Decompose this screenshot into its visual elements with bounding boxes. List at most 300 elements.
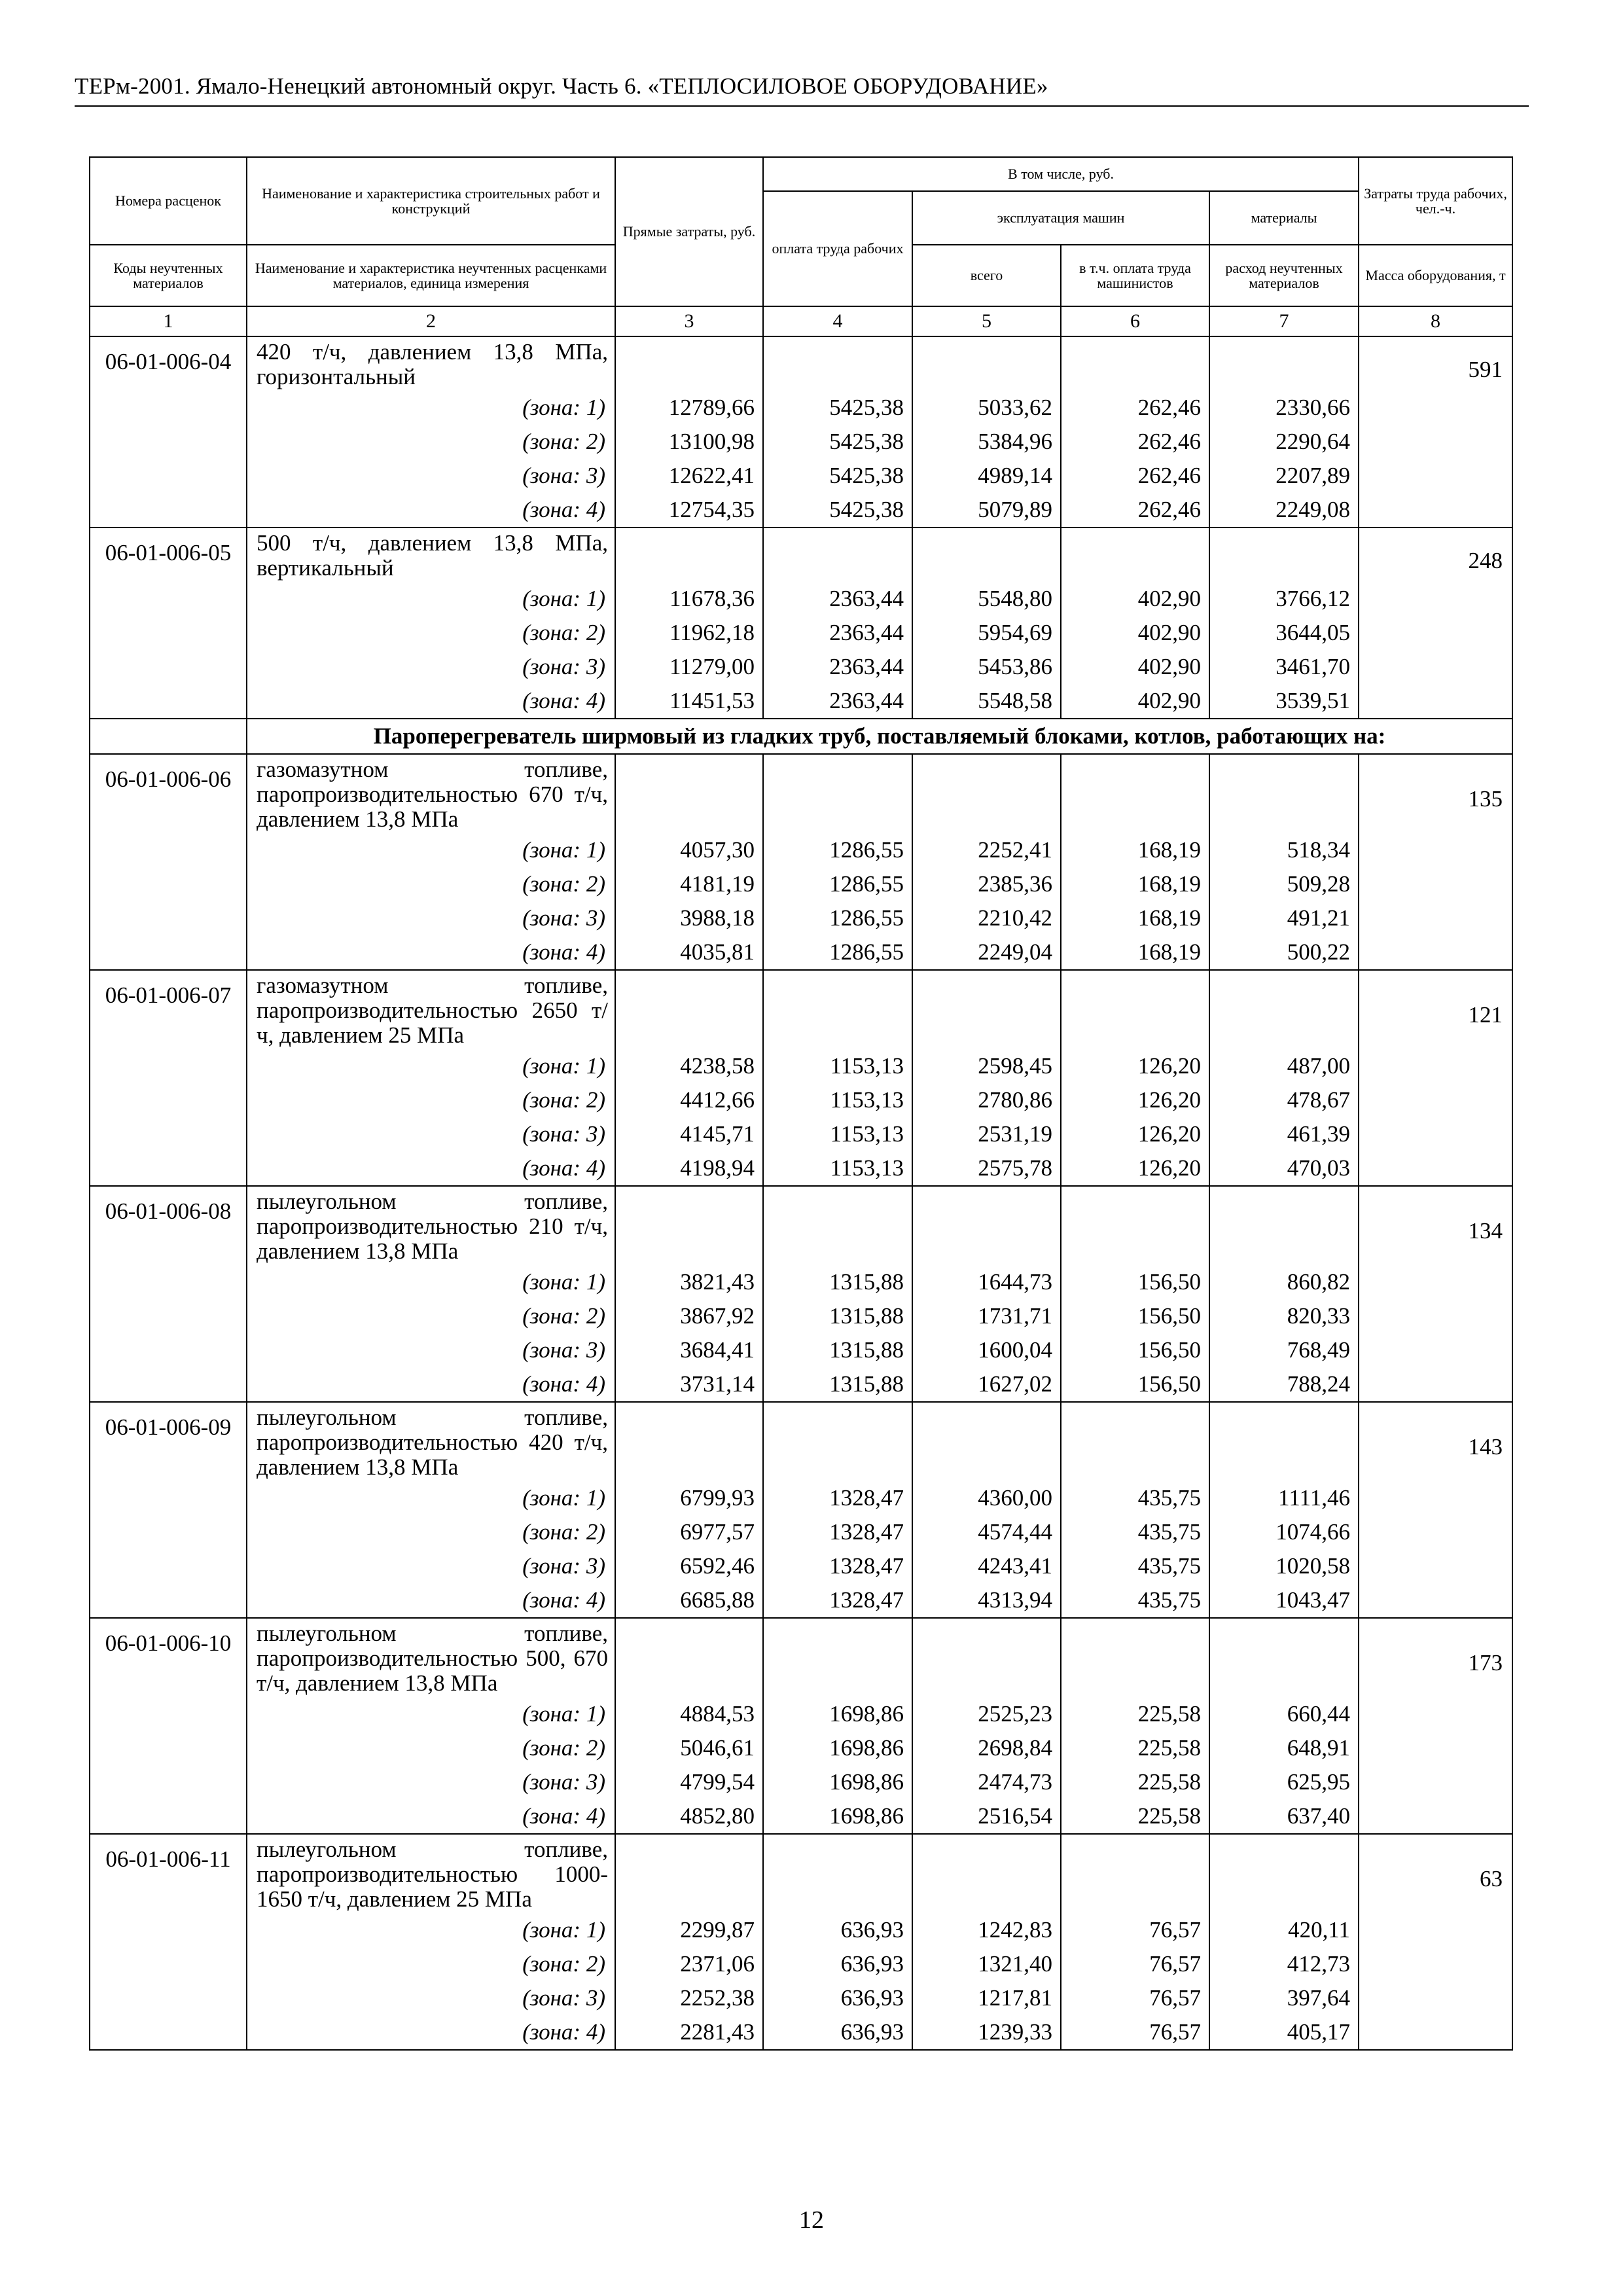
labor-pay-cell <box>763 1186 912 1402</box>
direct-cost-value: 11451,53 <box>669 688 755 713</box>
head-labor-pay: оплата труда рабочих <box>763 191 912 306</box>
zone-label: (зона: 4) <box>522 2019 605 2045</box>
table-body <box>90 336 1512 2050</box>
head-name-bottom: Наименование и характеристика неучтенных расценками материалов, единица измерения <box>247 245 615 306</box>
direct-cost-cell <box>615 1402 763 1618</box>
price-row <box>90 1402 1512 1618</box>
materials-value: 648,91 <box>1287 1735 1351 1761</box>
direct-cost-cell <box>615 528 763 719</box>
direct-cost-value: 6592,46 <box>680 1553 755 1579</box>
direct-cost-value: 12754,35 <box>668 497 755 522</box>
machines-value: 1321,40 <box>978 1951 1052 1977</box>
direct-cost-value: 12789,66 <box>668 395 755 420</box>
materials-value: 518,34 <box>1287 837 1351 863</box>
machinists-pay-cell <box>1061 1186 1209 1402</box>
machinists-pay-value: 402,90 <box>1137 620 1201 645</box>
labor-pay-value: 1328,47 <box>829 1519 904 1545</box>
direct-cost-value: 3821,43 <box>680 1269 755 1295</box>
head-machines-total: всего <box>912 245 1061 306</box>
machinists-pay-value: 225,58 <box>1137 1803 1201 1829</box>
direct-cost-value: 4852,80 <box>680 1803 755 1829</box>
materials-cell <box>1209 1186 1359 1402</box>
direct-cost-value: 2252,38 <box>680 1985 755 2011</box>
direct-cost-cell <box>615 1618 763 1834</box>
machines-value: 2698,84 <box>978 1735 1052 1761</box>
zone-label: (зона: 4) <box>522 497 605 522</box>
zone-label: (зона: 3) <box>522 1553 605 1579</box>
materials-value: 3539,51 <box>1275 688 1351 713</box>
work-description: пылеугольном топливе, паропроизводительностью 1000-1650 т/ч, давлением 25 МПа <box>257 1837 608 1912</box>
machinists-pay-value: 168,19 <box>1137 837 1201 863</box>
labor-pay-value: 1315,88 <box>829 1337 904 1363</box>
machines-cell <box>912 754 1061 970</box>
direct-cost-value: 3988,18 <box>680 905 755 931</box>
direct-cost-cell <box>615 754 763 970</box>
machines-value: 2252,41 <box>978 837 1052 863</box>
materials-value: 1043,47 <box>1275 1587 1351 1613</box>
work-description-cell <box>247 1834 615 2050</box>
materials-value: 1074,66 <box>1275 1519 1351 1545</box>
head-codes-bottom: Коды неучтенных материалов <box>90 245 247 306</box>
price-row <box>90 336 1512 528</box>
rate-code: 06-01-006-05 <box>90 528 247 719</box>
column-number: 8 <box>1359 306 1512 336</box>
zone-label: (зона: 3) <box>522 1121 605 1147</box>
labor-pay-value: 5425,38 <box>829 463 904 488</box>
machinists-pay-value: 435,75 <box>1137 1485 1201 1511</box>
rate-code: 06-01-006-07 <box>90 970 247 1186</box>
machines-value: 4574,44 <box>978 1519 1052 1545</box>
labor-pay-value: 1315,88 <box>829 1303 904 1329</box>
materials-value: 625,95 <box>1287 1769 1351 1795</box>
zone-label: (зона: 1) <box>522 1269 605 1295</box>
machinists-pay-value: 76,57 <box>1149 2019 1201 2045</box>
zone-label: (зона: 3) <box>522 905 605 931</box>
zone-label: (зона: 4) <box>522 1371 605 1397</box>
machinists-pay-value: 262,46 <box>1137 497 1201 522</box>
materials-value: 461,39 <box>1287 1121 1351 1147</box>
work-description-cell <box>247 528 615 719</box>
machines-value: 5954,69 <box>978 620 1052 645</box>
materials-value: 2330,66 <box>1275 395 1351 420</box>
column-number: 4 <box>763 306 912 336</box>
direct-cost-value: 3867,92 <box>680 1303 755 1329</box>
labor-pay-value: 636,93 <box>840 1917 904 1943</box>
machinists-pay-value: 126,20 <box>1137 1087 1201 1113</box>
labor-pay-value: 2363,44 <box>829 620 904 645</box>
labor-pay-cell <box>763 528 912 719</box>
machines-value: 2598,45 <box>978 1053 1052 1079</box>
machinists-pay-value: 156,50 <box>1137 1303 1201 1329</box>
materials-value: 412,73 <box>1287 1951 1351 1977</box>
machinists-pay-value: 435,75 <box>1137 1587 1201 1613</box>
labor-pay-value: 1286,55 <box>829 837 904 863</box>
column-number: 3 <box>615 306 763 336</box>
machines-value: 2780,86 <box>978 1087 1052 1113</box>
labor-pay-value: 5425,38 <box>829 429 904 454</box>
work-description-cell <box>247 1186 615 1402</box>
running-header: ТЕРм-2001. Ямало-Ненецкий автономный округ. Часть 6. «ТЕПЛОСИЛОВОЕ ОБОРУДОВАНИЕ» <box>75 73 1048 99</box>
machinists-pay-value: 168,19 <box>1137 939 1201 965</box>
machinists-pay-value: 435,75 <box>1137 1519 1201 1545</box>
machinists-pay-value: 76,57 <box>1149 1917 1201 1943</box>
head-labor-cost-top: Затраты труда рабочих, чел.-ч. <box>1359 157 1512 245</box>
head-materials-consumption: расход неучтенных материалов <box>1209 245 1359 306</box>
direct-cost-value: 13100,98 <box>668 429 755 454</box>
machinists-pay-cell <box>1061 528 1209 719</box>
materials-value: 2207,89 <box>1275 463 1351 488</box>
direct-cost-value: 5046,61 <box>680 1735 755 1761</box>
direct-cost-cell <box>615 1186 763 1402</box>
machines-value: 4243,41 <box>978 1553 1052 1579</box>
machines-value: 5548,58 <box>978 688 1052 713</box>
zone-label: (зона: 3) <box>522 1337 605 1363</box>
labor-pay-value: 1286,55 <box>829 871 904 897</box>
materials-value: 420,11 <box>1288 1917 1351 1943</box>
labor-pay-value: 1153,13 <box>830 1121 904 1147</box>
materials-value: 491,21 <box>1287 905 1351 931</box>
machinists-pay-value: 402,90 <box>1137 586 1201 611</box>
labor-pay-value: 1328,47 <box>829 1485 904 1511</box>
labor-pay-cell <box>763 754 912 970</box>
labor-pay-value: 5425,38 <box>829 395 904 420</box>
direct-cost-value: 11279,00 <box>669 654 755 679</box>
column-number: 5 <box>912 306 1061 336</box>
machinists-pay-cell <box>1061 1834 1209 2050</box>
direct-cost-value: 11678,36 <box>669 586 755 611</box>
head-including: В том числе, руб. <box>763 157 1359 191</box>
materials-value: 2290,64 <box>1275 429 1351 454</box>
labor-hours: 173 <box>1359 1618 1512 1834</box>
materials-value: 3766,12 <box>1275 586 1351 611</box>
work-description-cell <box>247 1618 615 1834</box>
direct-cost-value: 2371,06 <box>680 1951 755 1977</box>
work-description: пылеугольном топливе, паропроизводительностью 210 т/ч, давлением 13,8 МПа <box>257 1189 608 1264</box>
machines-value: 1627,02 <box>978 1371 1052 1397</box>
labor-pay-value: 1315,88 <box>829 1269 904 1295</box>
labor-pay-cell <box>763 1402 912 1618</box>
machinists-pay-value: 156,50 <box>1137 1269 1201 1295</box>
zone-label: (зона: 4) <box>522 939 605 965</box>
materials-value: 1020,58 <box>1275 1553 1351 1579</box>
machines-cell <box>912 1834 1061 2050</box>
materials-value: 405,17 <box>1287 2019 1351 2045</box>
machines-value: 1239,33 <box>978 2019 1052 2045</box>
zone-label: (зона: 3) <box>522 1985 605 2011</box>
labor-pay-value: 1153,13 <box>830 1053 904 1079</box>
rate-code: 06-01-006-11 <box>90 1834 247 2050</box>
column-number: 2 <box>247 306 615 336</box>
machines-cell <box>912 336 1061 528</box>
labor-pay-value: 2363,44 <box>829 688 904 713</box>
machines-value: 4360,00 <box>978 1485 1052 1511</box>
materials-value: 3461,70 <box>1275 654 1351 679</box>
price-row <box>90 1834 1512 2050</box>
zone-label: (зона: 4) <box>522 1587 605 1613</box>
machines-cell <box>912 1186 1061 1402</box>
machines-value: 2525,23 <box>978 1701 1052 1727</box>
work-description-cell <box>247 1402 615 1618</box>
zone-label: (зона: 2) <box>522 429 605 454</box>
direct-cost-cell <box>615 1834 763 2050</box>
materials-value: 768,49 <box>1287 1337 1351 1363</box>
labor-pay-value: 636,93 <box>840 1985 904 2011</box>
machinists-pay-cell <box>1061 336 1209 528</box>
price-row <box>90 1618 1512 1834</box>
work-description-cell <box>247 336 615 528</box>
price-table <box>89 156 1513 2051</box>
materials-value: 478,67 <box>1287 1087 1351 1113</box>
zone-label: (зона: 3) <box>522 654 605 679</box>
direct-cost-value: 12622,41 <box>668 463 755 488</box>
labor-hours: 591 <box>1359 336 1512 528</box>
header-rule <box>75 105 1529 107</box>
machines-value: 5079,89 <box>978 497 1052 522</box>
work-description: пылеугольном топливе, паропроизводительностью 420 т/ч, давлением 13,8 МПа <box>257 1405 608 1480</box>
materials-value: 2249,08 <box>1275 497 1351 522</box>
table-head <box>90 157 1512 336</box>
direct-cost-value: 4181,19 <box>680 871 755 897</box>
rate-code: 06-01-006-09 <box>90 1402 247 1618</box>
work-description: газомазутном топливе, паропроизводительностью 2650 т/ч, давлением 25 МПа <box>257 973 608 1048</box>
work-description-cell <box>247 970 615 1186</box>
price-row <box>90 970 1512 1186</box>
labor-pay-cell <box>763 1834 912 2050</box>
direct-cost-value: 6977,57 <box>680 1519 755 1545</box>
section-empty-cell <box>90 719 247 754</box>
materials-value: 860,82 <box>1287 1269 1351 1295</box>
price-row <box>90 528 1512 719</box>
machinists-pay-cell <box>1061 754 1209 970</box>
zone-label: (зона: 2) <box>522 1951 605 1977</box>
materials-cell <box>1209 528 1359 719</box>
materials-value: 3644,05 <box>1275 620 1351 645</box>
machinists-pay-value: 262,46 <box>1137 429 1201 454</box>
machines-cell <box>912 1402 1061 1618</box>
machinists-pay-value: 262,46 <box>1137 395 1201 420</box>
labor-hours: 63 <box>1359 1834 1512 2050</box>
machines-value: 5033,62 <box>978 395 1052 420</box>
machinists-pay-value: 168,19 <box>1137 871 1201 897</box>
machines-value: 1644,73 <box>978 1269 1052 1295</box>
rate-code: 06-01-006-06 <box>90 754 247 970</box>
head-machinists-pay: в т.ч. оплата труда машинистов <box>1061 245 1209 306</box>
machinists-pay-value: 76,57 <box>1149 1985 1201 2011</box>
machinists-pay-value: 126,20 <box>1137 1053 1201 1079</box>
zone-label: (зона: 2) <box>522 1087 605 1113</box>
zone-label: (зона: 1) <box>522 1917 605 1943</box>
labor-pay-value: 1698,86 <box>829 1735 904 1761</box>
labor-hours: 134 <box>1359 1186 1512 1402</box>
zone-label: (зона: 4) <box>522 688 605 713</box>
direct-cost-value: 6799,93 <box>680 1485 755 1511</box>
zone-label: (зона: 1) <box>522 395 605 420</box>
materials-cell <box>1209 754 1359 970</box>
labor-pay-cell <box>763 336 912 528</box>
zone-label: (зона: 1) <box>522 1701 605 1727</box>
zone-label: (зона: 3) <box>522 463 605 488</box>
machines-cell <box>912 1618 1061 1834</box>
labor-pay-value: 1698,86 <box>829 1701 904 1727</box>
rate-code: 06-01-006-08 <box>90 1186 247 1402</box>
labor-pay-value: 1153,13 <box>830 1155 904 1181</box>
labor-pay-value: 1328,47 <box>829 1587 904 1613</box>
materials-value: 820,33 <box>1287 1303 1351 1329</box>
work-description: пылеугольном топливе, паропроизводительностью 500, 670 т/ч, давлением 13,8 МПа <box>257 1621 608 1696</box>
price-row <box>90 754 1512 970</box>
labor-pay-value: 2363,44 <box>829 654 904 679</box>
head-machines: эксплуатация машин <box>912 191 1209 245</box>
machines-value: 5453,86 <box>978 654 1052 679</box>
head-direct-costs: Прямые затраты, руб. <box>615 157 763 306</box>
zone-label: (зона: 4) <box>522 1803 605 1829</box>
machinists-pay-value: 156,50 <box>1137 1337 1201 1363</box>
machines-value: 1217,81 <box>978 1985 1052 2011</box>
section-row <box>90 719 1512 754</box>
direct-cost-value: 4412,66 <box>680 1087 755 1113</box>
column-numbers-row <box>90 306 1512 336</box>
direct-cost-value: 4198,94 <box>680 1155 755 1181</box>
zone-label: (зона: 1) <box>522 1053 605 1079</box>
direct-cost-value: 4145,71 <box>680 1121 755 1147</box>
labor-pay-value: 1698,86 <box>829 1803 904 1829</box>
machinists-pay-cell <box>1061 970 1209 1186</box>
direct-cost-value: 4884,53 <box>680 1701 755 1727</box>
labor-pay-value: 1315,88 <box>829 1371 904 1397</box>
materials-cell <box>1209 1618 1359 1834</box>
materials-value: 487,00 <box>1287 1053 1351 1079</box>
labor-pay-value: 1698,86 <box>829 1769 904 1795</box>
machines-value: 4989,14 <box>978 463 1052 488</box>
materials-cell <box>1209 336 1359 528</box>
materials-value: 509,28 <box>1287 871 1351 897</box>
head-equipment-mass: Масса оборудования, т <box>1359 245 1512 306</box>
direct-cost-value: 3731,14 <box>680 1371 755 1397</box>
labor-hours: 135 <box>1359 754 1512 970</box>
labor-pay-value: 1153,13 <box>830 1087 904 1113</box>
page-number: 12 <box>799 2206 824 2234</box>
labor-pay-value: 1286,55 <box>829 939 904 965</box>
column-number: 1 <box>90 306 247 336</box>
labor-hours: 143 <box>1359 1402 1512 1618</box>
direct-cost-value: 3684,41 <box>680 1337 755 1363</box>
zone-label: (зона: 3) <box>522 1769 605 1795</box>
machinists-pay-cell <box>1061 1618 1209 1834</box>
head-codes-top: Номера расценок <box>90 157 247 245</box>
labor-pay-cell <box>763 970 912 1186</box>
machines-value: 2575,78 <box>978 1155 1052 1181</box>
machinists-pay-value: 76,57 <box>1149 1951 1201 1977</box>
labor-hours: 121 <box>1359 970 1512 1186</box>
materials-value: 397,64 <box>1287 1985 1351 2011</box>
machines-value: 2210,42 <box>978 905 1052 931</box>
machinists-pay-value: 402,90 <box>1137 688 1201 713</box>
machinists-pay-value: 262,46 <box>1137 463 1201 488</box>
direct-cost-value: 2299,87 <box>680 1917 755 1943</box>
machines-value: 2249,04 <box>978 939 1052 965</box>
labor-hours: 248 <box>1359 528 1512 719</box>
machines-cell <box>912 528 1061 719</box>
machinists-pay-value: 402,90 <box>1137 654 1201 679</box>
direct-cost-value: 4057,30 <box>680 837 755 863</box>
machines-value: 2531,19 <box>978 1121 1052 1147</box>
rate-code: 06-01-006-04 <box>90 336 247 528</box>
materials-cell <box>1209 1834 1359 2050</box>
materials-value: 500,22 <box>1287 939 1351 965</box>
machines-value: 1731,71 <box>978 1303 1052 1329</box>
machinists-pay-value: 126,20 <box>1137 1121 1201 1147</box>
zone-label: (зона: 4) <box>522 1155 605 1181</box>
zone-label: (зона: 2) <box>522 1303 605 1329</box>
labor-pay-value: 636,93 <box>840 2019 904 2045</box>
materials-value: 788,24 <box>1287 1371 1351 1397</box>
materials-cell <box>1209 1402 1359 1618</box>
zone-label: (зона: 2) <box>522 871 605 897</box>
materials-value: 1111,46 <box>1278 1485 1351 1511</box>
labor-pay-cell <box>763 1618 912 1834</box>
machines-value: 1600,04 <box>978 1337 1052 1363</box>
zone-label: (зона: 1) <box>522 1485 605 1511</box>
materials-value: 637,40 <box>1287 1803 1351 1829</box>
column-number: 6 <box>1061 306 1209 336</box>
zone-label: (зона: 1) <box>522 837 605 863</box>
price-row <box>90 1186 1512 1402</box>
direct-cost-value: 11962,18 <box>669 620 755 645</box>
direct-cost-value: 4035,81 <box>680 939 755 965</box>
labor-pay-value: 2363,44 <box>829 586 904 611</box>
machines-value: 5548,80 <box>978 586 1052 611</box>
labor-pay-value: 5425,38 <box>829 497 904 522</box>
direct-cost-value: 4238,58 <box>680 1053 755 1079</box>
labor-pay-value: 1328,47 <box>829 1553 904 1579</box>
head-materials: материалы <box>1209 191 1359 245</box>
materials-cell <box>1209 970 1359 1186</box>
machinists-pay-value: 168,19 <box>1137 905 1201 931</box>
machinists-pay-value: 156,50 <box>1137 1371 1201 1397</box>
direct-cost-value: 4799,54 <box>680 1769 755 1795</box>
machinists-pay-value: 126,20 <box>1137 1155 1201 1181</box>
work-description-cell <box>247 754 615 970</box>
direct-cost-value: 6685,88 <box>680 1587 755 1613</box>
machines-value: 2474,73 <box>978 1769 1052 1795</box>
direct-cost-cell <box>615 970 763 1186</box>
machinists-pay-value: 225,58 <box>1137 1769 1201 1795</box>
section-title: Пароперегреватель ширмовый из гладких труб, поставляемый блоками, котлов, работающих на: <box>247 719 1512 754</box>
work-description: 500 т/ч, давлением 13,8 МПа, вертикальный <box>257 530 608 581</box>
rate-code: 06-01-006-10 <box>90 1618 247 1834</box>
machinists-pay-value: 435,75 <box>1137 1553 1201 1579</box>
machines-value: 1242,83 <box>978 1917 1052 1943</box>
machinists-pay-cell <box>1061 1402 1209 1618</box>
machines-value: 2516,54 <box>978 1803 1052 1829</box>
machines-value: 5384,96 <box>978 429 1052 454</box>
direct-cost-cell <box>615 336 763 528</box>
work-description: газомазутном топливе, паропроизводительностью 670 т/ч, давлением 13,8 МПа <box>257 757 608 832</box>
machines-cell <box>912 970 1061 1186</box>
head-name-top: Наименование и характеристика строительных работ и конструкций <box>247 157 615 245</box>
materials-value: 470,03 <box>1287 1155 1351 1181</box>
work-description: 420 т/ч, давлением 13,8 МПа, горизонтальный <box>257 339 608 389</box>
zone-label: (зона: 2) <box>522 620 605 645</box>
materials-value: 660,44 <box>1287 1701 1351 1727</box>
machines-value: 4313,94 <box>978 1587 1052 1613</box>
zone-label: (зона: 2) <box>522 1519 605 1545</box>
direct-cost-value: 2281,43 <box>680 2019 755 2045</box>
column-number: 7 <box>1209 306 1359 336</box>
labor-pay-value: 1286,55 <box>829 905 904 931</box>
zone-label: (зона: 2) <box>522 1735 605 1761</box>
labor-pay-value: 636,93 <box>840 1951 904 1977</box>
